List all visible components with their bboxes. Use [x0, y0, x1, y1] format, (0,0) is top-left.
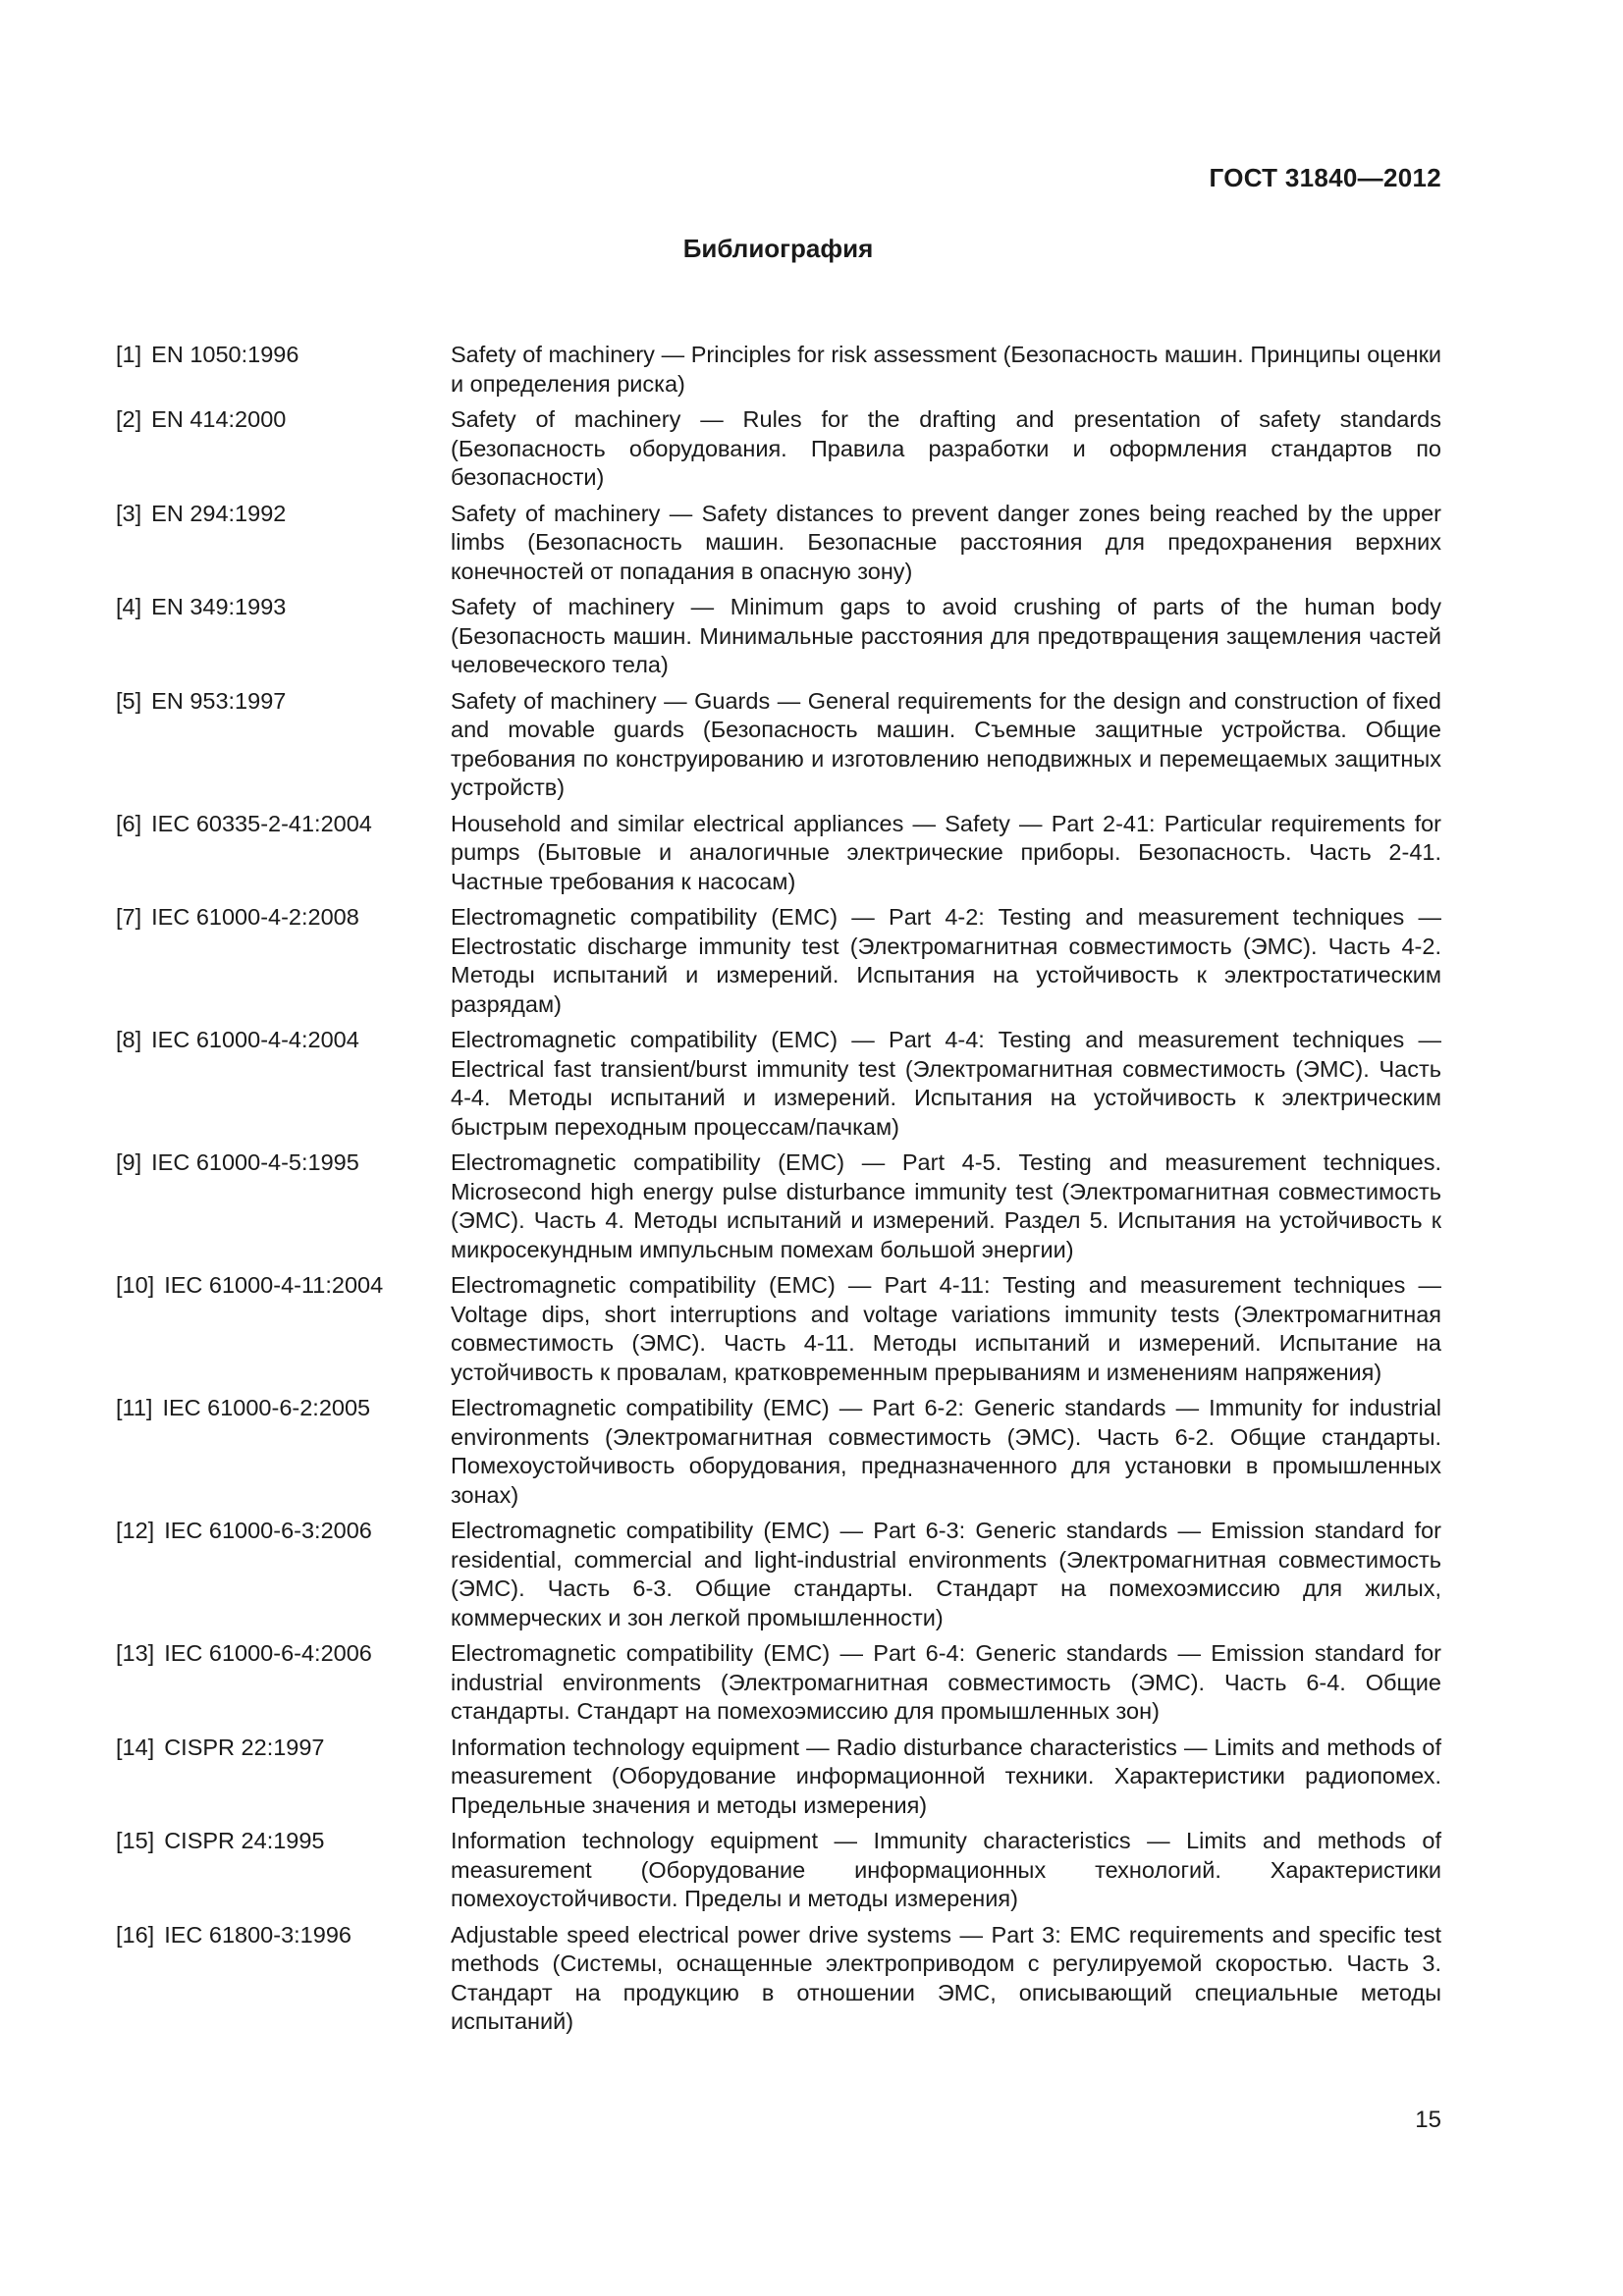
page-number: 15	[1415, 2107, 1441, 2133]
entry-label	[116, 1639, 451, 1669]
bibliography-entry	[116, 405, 1441, 493]
entry-label	[116, 1827, 451, 1856]
entry-number: [11]	[116, 1395, 153, 1420]
entry-text: Electromagnetic compatibility (EMC) — Part 6-2: Generic standards — Immunity for industrial environments (Электромагнитная совместимость (ЭМС). Часть 6-2. Общие стандарты. Помехоустойчивость оборудования, предназначенного для установки в промышленных зонах)	[451, 1395, 1441, 1508]
entry-code: EN 349:1993	[151, 594, 287, 619]
entry-label	[116, 687, 451, 717]
entry-text: Household and similar electrical appliances — Safety — Part 2-41: Particular requirements for pumps (Бытовые и аналогичные электрические приборы. Безопасность. Часть 2-41. Частные требования к насосам)	[451, 810, 1441, 894]
entry-number: [15]	[116, 1828, 155, 1853]
entry-number: [4]	[116, 594, 142, 619]
bibliography-entry	[116, 810, 1441, 897]
bibliography-entry	[116, 593, 1441, 680]
entry-code: EN 294:1992	[151, 500, 287, 526]
bibliography-entry	[116, 1734, 1441, 1821]
entry-text: Electromagnetic compatibility (EMC) — Part 4-5. Testing and measurement techniques. Microsecond high energy pulse disturbance immunity test (Электромагнитная совместимость (ЭМС). Часть 4. Методы испытаний и измерений. Раздел 5. Испытания на устойчивость к микросекундным импульсным помехам большой энергии)	[451, 1149, 1441, 1262]
entry-label	[116, 1271, 451, 1301]
bibliography-list	[116, 341, 1441, 2044]
entry-text: Safety of machinery — Guards — General requirements for the design and construction of fixed and movable guards (Безопасность машин. Съемные защитные устройства. Общие требования по конструированию и изготовлению неподвижных и перемещаемых защитных устройств)	[451, 687, 1441, 800]
entry-code: CISPR 22:1997	[164, 1734, 325, 1760]
entry-code: IEC 61000-4-2:2008	[151, 904, 359, 930]
entry-code: IEC 60335-2-41:2004	[151, 810, 372, 836]
page-title: Библиография	[682, 234, 874, 263]
entry-number: [8]	[116, 1027, 142, 1052]
entry-code: IEC 61000-6-4:2006	[164, 1640, 372, 1666]
bibliography-entry	[116, 341, 1441, 399]
bibliography-entry	[116, 687, 1441, 803]
entry-label	[116, 1921, 451, 1950]
entry-text: Electromagnetic compatibility (EMC) — Part 4-11: Testing and measurement techniques — Voltage dips, short interruptions and voltage variations immunity tests (Электромагнитная совместимость (ЭМС). Часть 4-11. Методы испытаний и измерений. Испытание на устойчивость к провалам, кратковременным прерываниям и изменениям напряжения)	[451, 1272, 1441, 1385]
entry-code: EN 953:1997	[151, 687, 287, 714]
entry-label	[116, 1517, 451, 1546]
entry-label	[116, 593, 451, 622]
entry-label	[116, 1734, 451, 1763]
entry-number: [9]	[116, 1149, 142, 1175]
entry-text: Safety of machinery — Principles for risk assessment (Безопасность машин. Принципы оценки и определения риска)	[451, 342, 1441, 397]
entry-text: Information technology equipment — Immunity characteristics — Limits and methods of measurement (Оборудование информационных технологий. Характеристики помехоустойчивости. Пределы и методы измерения)	[451, 1828, 1441, 1911]
entry-number: [12]	[116, 1518, 155, 1543]
entry-number: [1]	[116, 342, 142, 367]
entry-text: Adjustable speed electrical power drive systems — Part 3: EMC requirements and specific test methods (Системы, оснащенные электроприводом с регулируемой скоростью. Часть 3. Стандарт на продукцию в отношении ЭМС, описывающий специальные методы испытаний)	[451, 1921, 1441, 2034]
entry-number: [3]	[116, 500, 142, 526]
entry-text: Electromagnetic compatibility (EMC) — Part 6-3: Generic standards — Emission standard for residential, commercial and light-industrial environments (Электромагнитная совместимость (ЭМС). Часть 6-3. Общие стандарты. Стандарт на помехоэмиссию для жилых, коммерческих и зон легкой промышленности)	[451, 1518, 1441, 1630]
bibliography-entry	[116, 1148, 1441, 1264]
bibliography-entry	[116, 1271, 1441, 1387]
entry-text: Safety of machinery — Safety distances to prevent danger zones being reached by the upper limbs (Безопасность машин. Безопасные расстояния для предохранения верхних конечностей от попадания в опасную зону)	[451, 500, 1441, 584]
entry-label	[116, 1026, 451, 1055]
entry-code: IEC 61000-4-4:2004	[151, 1027, 359, 1052]
entry-text: Safety of machinery — Rules for the drafting and presentation of safety standards (Безопасность оборудования. Правила разработки и оформления стандартов по безопасности)	[451, 406, 1441, 490]
entry-text: Electromagnetic compatibility (EMC) — Part 4-2: Testing and measurement techniques — Electrostatic discharge immunity test (Электромагнитная совместимость (ЭМС). Часть 4-2. Методы испытаний и измерений. Испытания на устойчивость к электростатическим разрядам)	[451, 904, 1441, 1017]
entry-number: [14]	[116, 1734, 155, 1760]
entry-number: [10]	[116, 1272, 155, 1298]
entry-number: [2]	[116, 406, 142, 432]
entry-code: IEC 61000-6-3:2006	[164, 1518, 372, 1543]
entry-label	[116, 1394, 451, 1423]
entry-code: IEC 61000-6-2:2005	[162, 1395, 371, 1420]
entry-label	[116, 1148, 451, 1178]
document-code: ГОСТ 31840—2012	[1209, 163, 1441, 192]
bibliography-entry	[116, 1394, 1441, 1510]
entry-code: EN 414:2000	[151, 406, 287, 432]
entry-text: Electromagnetic compatibility (EMC) — Part 6-4: Generic standards — Emission standard for industrial environments (Электромагнитная совместимость (ЭМС). Часть 6-4. Общие стандарты. Стандарт на помехоэмиссию для промышленных зон)	[451, 1640, 1441, 1724]
bibliography-entry	[116, 1026, 1441, 1142]
entry-label	[116, 810, 451, 839]
bibliography-entry	[116, 1921, 1441, 2037]
entry-code: IEC 61800-3:1996	[164, 1921, 352, 1948]
entry-number: [5]	[116, 687, 142, 714]
entry-number: [7]	[116, 904, 142, 930]
bibliography-entry	[116, 1517, 1441, 1632]
entry-text: Safety of machinery — Minimum gaps to avoid crushing of parts of the human body (Безопасность машин. Минимальные расстояния для предотвращения защемления частей человеческого тела)	[451, 594, 1441, 677]
bibliography-entry	[116, 500, 1441, 587]
entry-code: IEC 61000-4-5:1995	[151, 1149, 359, 1175]
entry-label	[116, 500, 451, 529]
entry-label	[116, 903, 451, 933]
entry-code: EN 1050:1996	[151, 342, 299, 367]
entry-code: IEC 61000-4-11:2004	[164, 1272, 384, 1298]
entry-number: [16]	[116, 1921, 155, 1948]
bibliography-entry	[116, 1827, 1441, 1914]
entry-text: Electromagnetic compatibility (EMC) — Part 4-4: Testing and measurement techniques — Electrical fast transient/burst immunity test (Электромагнитная совместимость (ЭМС). Часть 4-4. Методы испытаний и измерений. Испытания на устойчивость к электрическим быстрым переходным процессам/пачкам)	[451, 1027, 1441, 1140]
bibliography-entry	[116, 903, 1441, 1019]
entry-number: [6]	[116, 810, 142, 836]
entry-code: CISPR 24:1995	[164, 1828, 325, 1853]
entry-number: [13]	[116, 1640, 155, 1666]
entry-label	[116, 341, 451, 370]
entry-label	[116, 405, 451, 435]
entry-text: Information technology equipment — Radio disturbance characteristics — Limits and methods of measurement (Оборудование информационной техники. Характеристики радиопомех. Предельные значения и методы измерения)	[451, 1734, 1441, 1818]
bibliography-entry	[116, 1639, 1441, 1727]
